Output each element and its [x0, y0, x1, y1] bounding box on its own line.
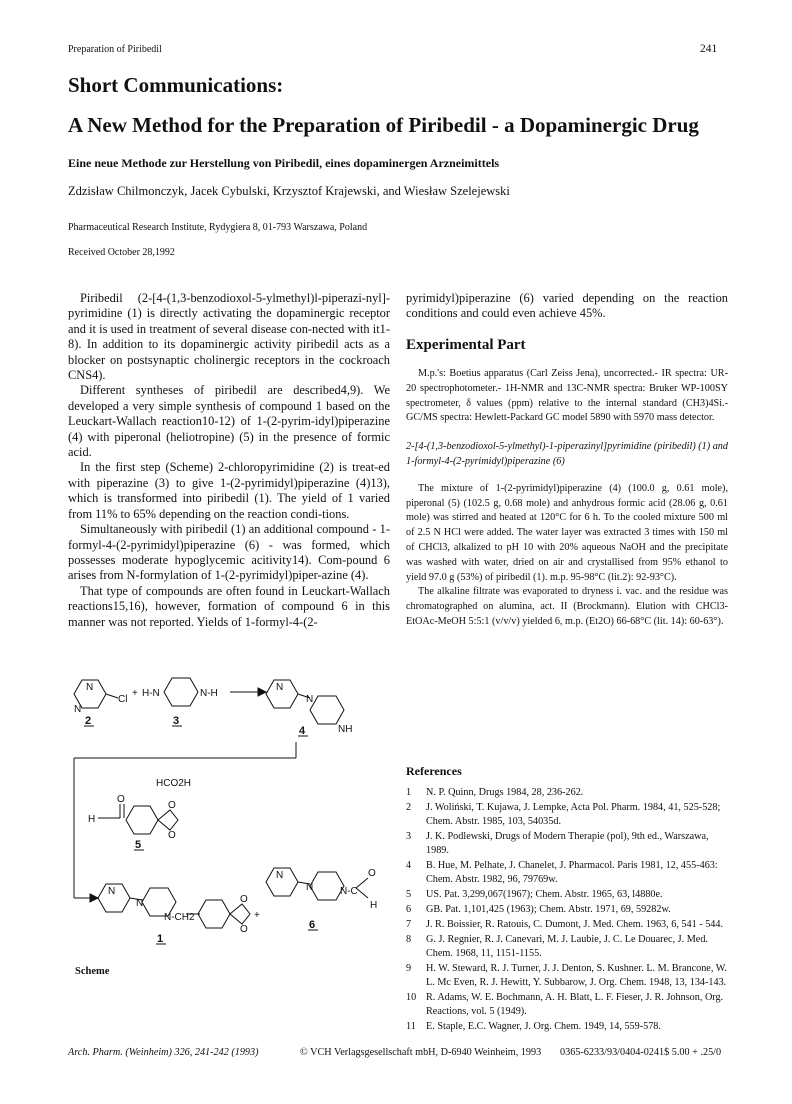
atom-label-o: O — [240, 924, 248, 935]
plus-sign: + — [132, 688, 138, 699]
atom-label-n: N — [74, 704, 82, 715]
atom-label-nh: N-H — [200, 688, 218, 699]
references-heading: References — [406, 764, 462, 778]
left-column — [68, 291, 390, 630]
reference-item: 5 US. Pat. 3,299,067(1967); Chem. Abstr. 1965, 63, l4880e. — [406, 889, 663, 900]
compound-number-3: 3 — [173, 715, 180, 727]
affiliation: Pharmaceutical Research Institute, Rydygiera 8, 01-793 Warszawa, Poland — [68, 222, 368, 233]
title-line-1: Short Communications: — [68, 73, 284, 97]
title-line-2: A New Method for the Preparation of Piribedil - a Dopaminergic Drug — [68, 113, 699, 137]
atom-label-o: O — [117, 794, 125, 805]
procedure-1: The mixture of 1-(2-pyrimidyl)piperazine (4) (100.0 g, 0.61 mole), piperonal (5) (102.5 g, 0.68 mole) and anhydrous formic acid (28.06 g, 0.61 mole) was stirred and heated at 120°C for 6 h. To the cooled mixture 500 ml of 2.5 N HCl were added. The water layer was extracted 3 times with 150 ml of CHCl3, alkalized to pH 10 with 20% aqueous NaOH and the precipitate was washed with water, dried on air and crystallised from 95% ethanol to yield 97.0 g (53%) of piribedil (1). m.p. 95-98°C (lit.2): 92-93°C). — [406, 482, 728, 583]
compound-number-2: 2 — [85, 715, 92, 727]
footer-journal: Arch. Pharm. (Weinheim) 326, 241-242 (1993) — [68, 1047, 259, 1058]
benzodioxole-ring-1 — [198, 900, 230, 928]
reference-item: 1 N. P. Quinn, Drugs 1984, 28, 236-262. — [406, 787, 584, 798]
atom-label-o: O — [368, 868, 376, 879]
reaction-arrow-2 — [90, 894, 98, 902]
reference-item: 8 G. J. Regnier, R. J. Canevari, M. J. Laubie, J. C. Le Douarec, J. Med. Chem. 1968, 11, 1151-1155. — [406, 934, 708, 959]
atom-label-o: O — [168, 800, 176, 811]
dioxole-ring-5 — [158, 810, 178, 830]
reference-item: 2 J. Woliński, T. Kujawa, J. Lempke, Acta Pol. Pharm. 1984, 41, 525-528; Chem. Abstr. 1985, 103, 54035d. — [406, 802, 721, 827]
compound-number-1: 1 — [157, 933, 164, 945]
atom-label-cl: Cl — [118, 694, 128, 705]
references-list — [406, 786, 728, 1035]
running-title: Preparation of Piribedil — [68, 44, 162, 55]
atom-label-n: N — [108, 886, 116, 897]
atom-label-nh: NH — [338, 724, 353, 735]
reference-item: 7 J. R. Boissier, R. Ratouis, C. Dumont, J. Med. Chem. 1963, 6, 541 - 544. — [406, 919, 724, 930]
compound-number-6: 6 — [309, 919, 316, 931]
reference-item: 10 R. Adams, W. E. Bochmann, A. H. Blatt, L. F. Fieser, J. R. Johnson, Org. Reactions, vol. 5 (1949). — [406, 992, 724, 1017]
atom-label-n: N — [306, 694, 314, 705]
reference-item: 9 H. W. Steward, R. J. Turner, J. J. Denton, S. Kushner. L. M. Brancone, W. L. Mc Even, R. J. Hewitt, Y. Subbarow, J. Org. Chem. 1948, 13, 134-143. — [406, 963, 727, 988]
paragraph-1: Piribedil (2-[4-(1,3-benzodioxol-5-ylmethyl)l-piperazi-nyl]-pyrimidine (1) is directly activating the dopaminergic receptor and it is used in treatment of several disease con-nected with it1-8). In addition to its dopaminergic activity piribedil acts as a blocker on postsynaptic cholinergic receptors in the cockroach CNS4). — [68, 291, 390, 383]
piperazine-ring-6 — [310, 872, 344, 900]
reference-item: 6 GB. Pat. 1,101,425 (1963); Chem. Abstr. 1971, 69, 59282w. — [406, 904, 671, 915]
plus-sign: + — [254, 910, 260, 921]
paragraph-3: In the first step (Scheme) 2-chloropyrimidine (2) is treat-ed with piperazine (3) to give 1-(2-pyrimidyl)piperazine (4)13), which is transformed into piribedil (1). The yield of 1 varied from 11% to 65% depending on the reaction condi-tions. — [68, 460, 390, 521]
received-date: Received October 28,1992 — [68, 247, 175, 258]
compound-number-4: 4 — [299, 725, 306, 737]
atom-label-h: H — [370, 900, 378, 911]
atom-label-n: N — [86, 682, 94, 693]
german-title: Eine neue Methode zur Herstellung von Piribedil, eines dopaminergen Arzneimittels — [68, 156, 500, 170]
benzodioxole-ring-5 — [126, 806, 158, 834]
scheme-label: Scheme — [75, 966, 110, 977]
paragraph-4: Simultaneously with piribedil (1) an additional compound - 1-formyl-4-(2-pyrimidyl)piperazine (6) - was formed, which possesses moderate hypoglycemic acitivity14). Com-pound 6 arises from N-formylation of 1-(2-pyrimidyl)piper-azine (4). — [68, 522, 390, 583]
footer-publisher: © VCH Verlagsgesellschaft mbH, D-6940 Weinheim, 1993 — [300, 1047, 542, 1058]
compound-heading: 2-[4-(1,3-benzodioxol-5-ylmethyl)-1-piperazinyl]pyrimidine (piribedil) (1) and 1-formyl-4-(2-pyrimidyl)piperazine (6) — [406, 441, 728, 467]
experimental-intro: M.p.'s: Boetius apparatus (Carl Zeiss Jena), uncorrected.- IR spectra: UR-20 spectrophotometer.- 1H-NMR and 13C-NMR spectra: Bruker WP-100SY spectrometer, δ values (ppm) relative to the internal standard (CH3)4Si.- GC/MS spectra: Hewlett-Packard GC model 5890 with 5970 mass detector. — [406, 368, 728, 424]
right-column-continuation: pyrimidyl)piperazine (6) varied depending on the reaction conditions and could even achieve 45%. — [406, 291, 728, 321]
reference-item: 3 J. K. Podlewski, Drugs of Modern Therapie (pol), 9th ed., Warszawa, 1989. — [406, 831, 709, 856]
procedure-2: The alkaline filtrate was evaporated to dryness i. vac. and the residue was chromatographed on alumina, act. II (Brockmann). Elution with CHCl3-EtOAc-MeOH 5:5:1 (v/v/v) yielded 6, m.p. (Et2O) 66-68°C (lit. 14): 60-63°). — [406, 586, 728, 627]
reagent-formic-acid: HCO2H — [156, 778, 192, 789]
page-number: 241 — [700, 43, 718, 55]
atom-label-nch2: N-CH2 — [164, 912, 195, 923]
atom-label-n: N — [136, 898, 144, 909]
atom-label-nc: N-C — [340, 886, 358, 897]
atom-label-hn: H-N — [142, 688, 160, 699]
reference-item: 11 E. Staple, E.C. Wagner, J. Org. Chem. 1949, 14, 559-578. — [406, 1021, 661, 1032]
paragraph-5: That type of compounds are often found in Leuckart-Wallach reactions15,16), however, formation of compound 6 in this manner was not reported. Yields of 1-formyl-4-(2- — [68, 583, 390, 629]
paragraph-2: Different syntheses of piribedil are described4,9). We developed a very simple synthesis of compound 1 based on the Leuckart-Wallach reaction10-12) of 1-(2-pyrim-idyl)piperazine (4) with piperonal (heliotropine) (5) in the presence of formic acid. — [68, 383, 390, 460]
reaction-arrow-1 — [258, 688, 266, 696]
dioxole-ring-1 — [230, 904, 250, 924]
atom-label-n: N — [276, 870, 284, 881]
reaction-scheme — [60, 668, 395, 968]
experimental-section — [406, 367, 728, 630]
compound-number-5: 5 — [135, 839, 142, 851]
piperazine-ring-3 — [164, 678, 198, 706]
piperazine-ring-4 — [310, 696, 344, 724]
atom-label-n: N — [276, 682, 284, 693]
atom-label-h: H — [88, 814, 96, 825]
authors: Zdzisław Chilmonczyk, Jacek Cybulski, Krzysztof Krajewski, and Wiesław Szelejewski — [68, 184, 510, 198]
atom-label-o: O — [240, 894, 248, 905]
footer-code: 0365-6233/93/0404-0241$ 5.00 + .25/0 — [560, 1047, 722, 1058]
reference-item: 4 B. Hue, M. Pelhate, J. Chanelet, J. Pharmacol. Paris 1981, 12, 455-463: Chem. Abstr. 1982, 96, 79769w. — [406, 860, 718, 885]
atom-label-n: N — [306, 882, 314, 893]
atom-label-o: O — [168, 830, 176, 841]
experimental-heading: Experimental Part — [406, 337, 526, 353]
